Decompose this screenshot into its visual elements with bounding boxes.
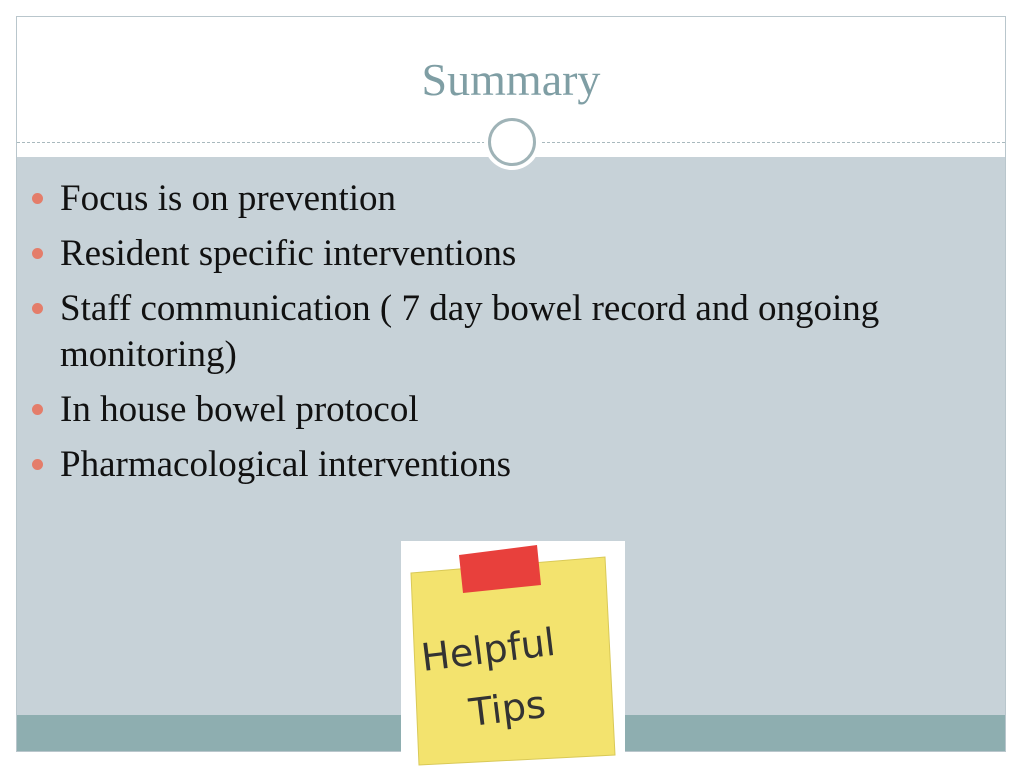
bullet-dot-icon — [32, 303, 43, 314]
bullet-text: Resident specific interventions — [60, 233, 517, 274]
ring-icon — [488, 118, 536, 166]
bullet-dot-icon — [32, 193, 43, 204]
tape-strip — [459, 545, 541, 593]
note-text-tips: Tips — [466, 681, 549, 735]
bullet-dot-icon — [32, 459, 43, 470]
slide-title: Summary — [421, 54, 601, 105]
bullet-text: Focus is on prevention — [60, 178, 397, 219]
bullet-dot-icon — [32, 248, 43, 259]
circle-ornament — [484, 114, 540, 170]
note-text-helpful: Helpful — [418, 619, 558, 680]
bullet-text: Staff communication ( 7 day bowel record and ongoing monitoring) — [60, 288, 880, 375]
list-item — [56, 442, 916, 488]
helpful-tips-image — [401, 541, 625, 768]
list-item — [56, 231, 916, 277]
bullet-list — [56, 176, 916, 497]
list-item — [56, 286, 916, 378]
bullet-text: Pharmacological interventions — [60, 444, 512, 485]
sticky-note-icon — [401, 541, 625, 768]
list-item — [56, 387, 916, 433]
bullet-text: In house bowel protocol — [60, 389, 419, 430]
list-item — [56, 176, 916, 222]
bullet-dot-icon — [32, 404, 43, 415]
